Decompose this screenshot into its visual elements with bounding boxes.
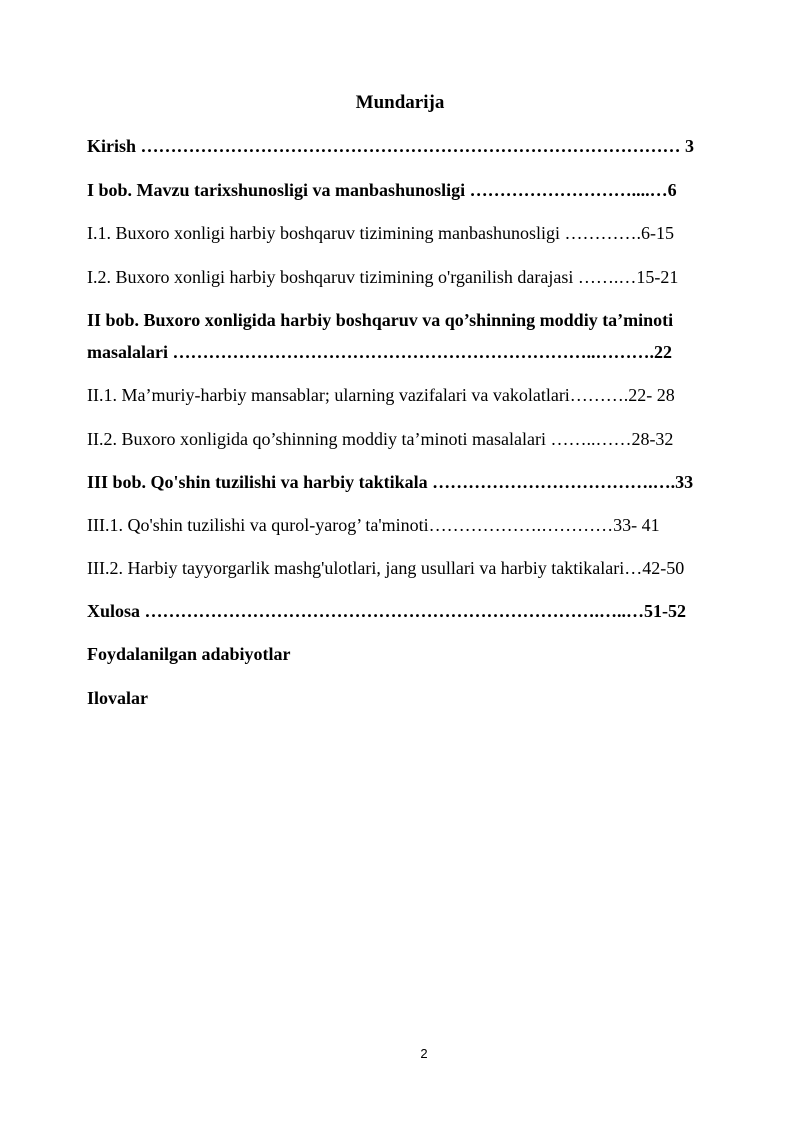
toc-entry-section-2-2: II.2. Buxoro xonligida qo’shinning moddiy ta’minoti masalalari ……..……28-32 xyxy=(87,429,674,449)
toc-entry-chapter-2-line-2: masalalari ……………………………………………………………..……….22 xyxy=(87,342,672,362)
toc-entry-chapter-1: I bob. Mavzu tarixshunosligi va manbashunosligi ………………………....…6 xyxy=(87,180,677,200)
toc-entry-section-3-2: III.2. Harbiy tayyorgarlik mashg'ulotlari, jang usullari va harbiy taktikalari…42-50 xyxy=(87,558,685,578)
page-title: Mundarija xyxy=(355,92,445,113)
toc-entry-section-2-1: II.1. Ma’muriy-harbiy mansablar; ularning vazifalari va vakolatlari……….22- 28 xyxy=(87,385,675,405)
toc-entry-chapter-2-line-1: II bob. Buxoro xonligida harbiy boshqaruv va qo’shinning moddiy ta’minoti xyxy=(87,310,674,330)
toc-entry-section-3-1: III.1. Qo'shin tuzilishi va qurol-yarog’ ta'minoti……………….…………33- 41 xyxy=(87,515,660,535)
toc-entry-chapter-3: III bob. Qo'shin tuzilishi va harbiy taktikala ……………………………….….33 xyxy=(87,472,694,492)
page-number: 2 xyxy=(420,1046,428,1061)
toc-entry-ilovalar: Ilovalar xyxy=(87,688,148,708)
toc-entry-section-1-1: I.1. Buxoro xonligi harbiy boshqaruv tizimining manbashunosligi ………….6-15 xyxy=(87,223,674,243)
toc-entry-section-1-2: I.2. Buxoro xonligi harbiy boshqaruv tizimining o'rganilish darajasi …….…15-21 xyxy=(87,267,679,287)
toc-entry-kirish: Kirish ……………………………………………………………………………… 3 xyxy=(87,136,695,156)
toc-entry-xulosa: Xulosa ………………………………………………………………….…..…51-52 xyxy=(87,601,687,621)
toc-entry-adabiyotlar: Foydalanilgan adabiyotlar xyxy=(87,644,291,664)
